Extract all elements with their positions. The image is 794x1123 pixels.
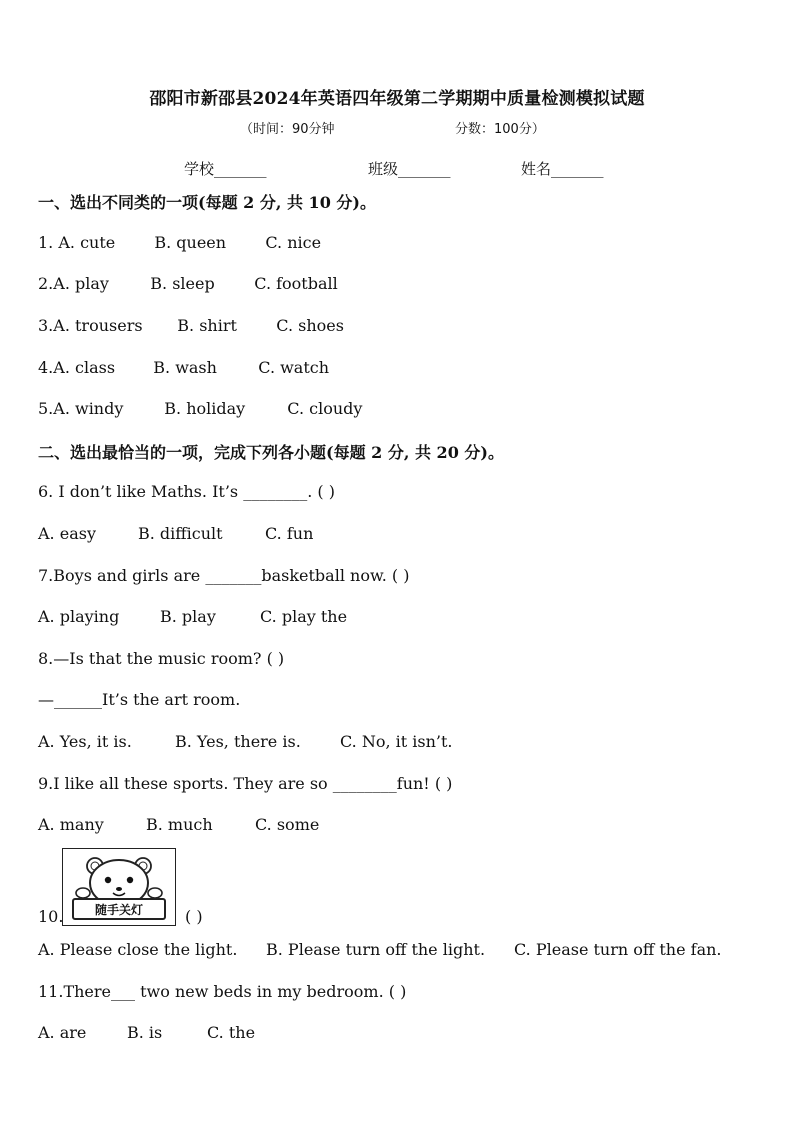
option-c: C. fun bbox=[265, 524, 314, 543]
option-a: A. class bbox=[53, 358, 116, 377]
exam-time: （时间：90分钟 bbox=[240, 122, 335, 137]
option-a: A. Please close the light. bbox=[38, 940, 238, 959]
question-8-stem: 8.—Is that the music room? ( ) bbox=[38, 649, 285, 668]
question-number: 5. bbox=[38, 399, 54, 418]
question-8-options bbox=[38, 732, 453, 751]
option-c: C. football bbox=[254, 274, 338, 293]
option-b: B. play bbox=[160, 607, 216, 626]
option-b: B. difficult bbox=[138, 524, 223, 543]
option-c: C. play the bbox=[260, 607, 348, 626]
bear-sign-icon bbox=[63, 849, 175, 925]
question-9-options bbox=[38, 815, 319, 834]
option-c: C. watch bbox=[258, 358, 330, 377]
option-b: B. shirt bbox=[177, 316, 237, 335]
question-7-options bbox=[38, 607, 347, 626]
option-b: B. queen bbox=[154, 233, 227, 252]
option-c: C. Please turn off the fan. bbox=[514, 940, 722, 959]
question-9-stem: 9.I like all these sports. They are so ________fun! ( ) bbox=[38, 774, 453, 793]
option-c: C. the bbox=[207, 1023, 256, 1042]
option-b: B. sleep bbox=[150, 274, 215, 293]
question-number: 1. bbox=[38, 233, 59, 252]
option-a: A. Yes, it is. bbox=[38, 732, 132, 751]
option-b: B. wash bbox=[153, 358, 217, 377]
question-2 bbox=[38, 274, 338, 293]
question-7-stem: 7.Boys and girls are _______basketball now. ( ) bbox=[38, 566, 410, 585]
option-b: B. is bbox=[127, 1023, 163, 1042]
question-3 bbox=[38, 316, 344, 335]
school-field: 学校_______ bbox=[184, 160, 267, 178]
option-a: A. play bbox=[53, 274, 109, 293]
question-6-options bbox=[38, 524, 313, 543]
option-a: A. trousers bbox=[53, 316, 143, 335]
question-6-stem: 6. I don’t like Maths. It’s ________. ( ) bbox=[38, 482, 335, 501]
option-a: A. playing bbox=[38, 607, 120, 626]
question-10-options bbox=[38, 940, 722, 959]
question-11-options bbox=[38, 1023, 255, 1042]
question-10-number: 10. bbox=[38, 907, 64, 926]
class-field: 班级_______ bbox=[368, 160, 451, 178]
question-8-reply: —______It’s the art room. bbox=[38, 690, 241, 709]
question-number: 4. bbox=[38, 358, 54, 377]
question-number: 3. bbox=[38, 316, 54, 335]
name-field: 姓名_______ bbox=[521, 160, 604, 178]
question-11-stem: 11.There___ two new beds in my bedroom. ( ) bbox=[38, 982, 407, 1001]
option-a: A. easy bbox=[38, 524, 96, 543]
option-c: C. some bbox=[255, 815, 320, 834]
question-number: 2. bbox=[38, 274, 54, 293]
option-b: B. much bbox=[146, 815, 213, 834]
question-10-paren: ( ) bbox=[185, 907, 203, 926]
section-1-heading: 一、选出不同类的一项(每题 2 分, 共 10 分)。 bbox=[38, 193, 376, 212]
section-2-heading: 二、选出最恰当的一项，完成下列各小题(每题 2 分, 共 20 分)。 bbox=[38, 443, 504, 462]
option-b: B. holiday bbox=[164, 399, 246, 418]
option-b: B. Yes, there is. bbox=[175, 732, 301, 751]
option-c: C. shoes bbox=[276, 316, 344, 335]
option-a: A. are bbox=[38, 1023, 87, 1042]
option-c: C. nice bbox=[265, 233, 322, 252]
page-title: 邵阳市新邵县2024年英语四年级第二学期期中质量检测模拟试题 bbox=[149, 89, 645, 109]
option-a: A. windy bbox=[53, 399, 124, 418]
option-c: C. cloudy bbox=[287, 399, 363, 418]
question-1 bbox=[38, 233, 321, 252]
sign-text: 随手关灯 bbox=[94, 903, 144, 917]
option-b: B. Please turn off the light. bbox=[266, 940, 486, 959]
question-5 bbox=[38, 399, 362, 418]
option-a: A. many bbox=[38, 815, 104, 834]
question-4 bbox=[38, 358, 329, 377]
exam-score: 分数：100分） bbox=[455, 122, 545, 137]
option-c: C. No, it isn’t. bbox=[340, 732, 453, 751]
turn-off-light-sign-image bbox=[62, 848, 176, 926]
option-a: A. cute bbox=[58, 233, 116, 252]
